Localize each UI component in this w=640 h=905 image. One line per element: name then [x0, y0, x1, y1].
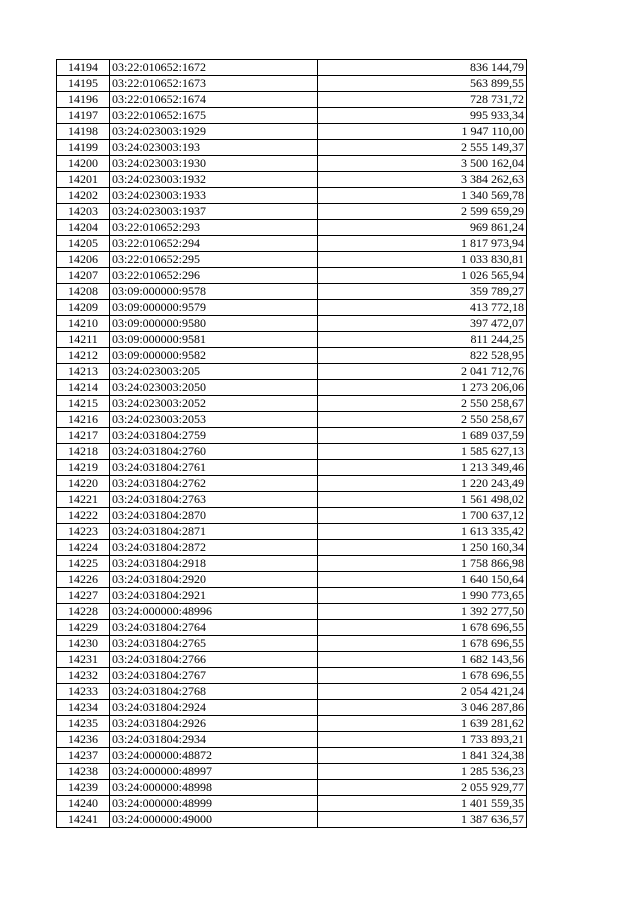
row-number-cell: 14241: [57, 812, 110, 828]
cadastral-number-cell: 03:09:000000:9579: [110, 300, 318, 316]
cadastral-number-cell: 03:09:000000:9582: [110, 348, 318, 364]
value-cell: 413 772,18: [318, 300, 527, 316]
cadastral-number-cell: 03:24:031804:2871: [110, 524, 318, 540]
row-number-cell: 14215: [57, 396, 110, 412]
cadastral-number-cell: 03:24:031804:2764: [110, 620, 318, 636]
value-cell: 1 401 559,35: [318, 796, 527, 812]
cadastral-number-cell: 03:24:023003:2052: [110, 396, 318, 412]
cadastral-number-cell: 03:24:031804:2934: [110, 732, 318, 748]
value-cell: 1 392 277,50: [318, 604, 527, 620]
table-row: [57, 284, 527, 300]
row-number-cell: 14202: [57, 188, 110, 204]
cadastral-number-cell: 03:22:010652:1672: [110, 60, 318, 76]
row-number-cell: 14224: [57, 540, 110, 556]
table-row: [57, 764, 527, 780]
cadastral-number-cell: 03:24:031804:2759: [110, 428, 318, 444]
cadastral-number-cell: 03:24:031804:2918: [110, 556, 318, 572]
table-row: [57, 204, 527, 220]
table-row: [57, 332, 527, 348]
cadastral-number-cell: 03:22:010652:1673: [110, 76, 318, 92]
value-cell: 1 285 536,23: [318, 764, 527, 780]
value-cell: 1 340 569,78: [318, 188, 527, 204]
row-number-cell: 14225: [57, 556, 110, 572]
table-row: [57, 476, 527, 492]
value-cell: 1 250 160,34: [318, 540, 527, 556]
cadastral-number-cell: 03:24:023003:1929: [110, 124, 318, 140]
value-cell: 1 213 349,46: [318, 460, 527, 476]
cadastral-number-cell: 03:24:031804:2921: [110, 588, 318, 604]
value-cell: 822 528,95: [318, 348, 527, 364]
cadastral-number-cell: 03:24:023003:193: [110, 140, 318, 156]
table-row: [57, 540, 527, 556]
value-cell: 3 384 262,63: [318, 172, 527, 188]
cadastral-number-cell: 03:24:031804:2920: [110, 572, 318, 588]
table-row: [57, 412, 527, 428]
value-cell: 2 555 149,37: [318, 140, 527, 156]
value-cell: 728 731,72: [318, 92, 527, 108]
value-cell: 1 990 773,65: [318, 588, 527, 604]
cadastral-number-cell: 03:24:023003:1933: [110, 188, 318, 204]
row-number-cell: 14236: [57, 732, 110, 748]
value-cell: 1 639 281,62: [318, 716, 527, 732]
table-row: [57, 732, 527, 748]
value-cell: 1 947 110,00: [318, 124, 527, 140]
table-row: [57, 76, 527, 92]
row-number-cell: 14212: [57, 348, 110, 364]
row-number-cell: 14210: [57, 316, 110, 332]
cadastral-number-cell: 03:24:000000:48872: [110, 748, 318, 764]
row-number-cell: 14232: [57, 668, 110, 684]
cadastral-number-cell: 03:24:031804:2924: [110, 700, 318, 716]
row-number-cell: 14198: [57, 124, 110, 140]
row-number-cell: 14220: [57, 476, 110, 492]
cadastral-number-cell: 03:24:031804:2926: [110, 716, 318, 732]
row-number-cell: 14235: [57, 716, 110, 732]
row-number-cell: 14227: [57, 588, 110, 604]
table-row: [57, 428, 527, 444]
table-row: [57, 124, 527, 140]
cadastral-number-cell: 03:22:010652:295: [110, 252, 318, 268]
cadastral-number-cell: 03:24:031804:2768: [110, 684, 318, 700]
table-row: [57, 252, 527, 268]
table-row: [57, 796, 527, 812]
value-cell: 836 144,79: [318, 60, 527, 76]
cadastral-number-cell: 03:24:031804:2765: [110, 636, 318, 652]
row-number-cell: 14201: [57, 172, 110, 188]
row-number-cell: 14237: [57, 748, 110, 764]
cadastral-number-cell: 03:24:000000:48997: [110, 764, 318, 780]
row-number-cell: 14204: [57, 220, 110, 236]
cadastral-number-cell: 03:24:000000:49000: [110, 812, 318, 828]
row-number-cell: 14208: [57, 284, 110, 300]
value-cell: 1 758 866,98: [318, 556, 527, 572]
table-row: [57, 556, 527, 572]
row-number-cell: 14211: [57, 332, 110, 348]
cadastral-number-cell: 03:24:031804:2872: [110, 540, 318, 556]
table-row: [57, 92, 527, 108]
cadastral-number-cell: 03:24:023003:1932: [110, 172, 318, 188]
value-cell: 397 472,07: [318, 316, 527, 332]
table-row: [57, 508, 527, 524]
row-number-cell: 14195: [57, 76, 110, 92]
cadastral-number-cell: 03:24:031804:2760: [110, 444, 318, 460]
cadastral-number-cell: 03:24:031804:2870: [110, 508, 318, 524]
table-row: [57, 444, 527, 460]
table-row: [57, 348, 527, 364]
row-number-cell: 14218: [57, 444, 110, 460]
value-cell: 2 041 712,76: [318, 364, 527, 380]
value-cell: 1 700 637,12: [318, 508, 527, 524]
cadastral-number-cell: 03:22:010652:296: [110, 268, 318, 284]
table-row: [57, 684, 527, 700]
value-cell: 1 026 565,94: [318, 268, 527, 284]
table-body: [57, 60, 527, 828]
cadastral-number-cell: 03:24:023003:205: [110, 364, 318, 380]
row-number-cell: 14223: [57, 524, 110, 540]
value-cell: 969 861,24: [318, 220, 527, 236]
table-row: [57, 748, 527, 764]
row-number-cell: 14234: [57, 700, 110, 716]
row-number-cell: 14226: [57, 572, 110, 588]
cadastral-number-cell: 03:24:031804:2761: [110, 460, 318, 476]
value-cell: 1 682 143,56: [318, 652, 527, 668]
cadastral-number-cell: 03:09:000000:9581: [110, 332, 318, 348]
row-number-cell: 14239: [57, 780, 110, 796]
cadastral-number-cell: 03:22:010652:1674: [110, 92, 318, 108]
table-row: [57, 620, 527, 636]
cadastral-value-table: [56, 59, 527, 828]
table-row: [57, 172, 527, 188]
row-number-cell: 14231: [57, 652, 110, 668]
row-number-cell: 14229: [57, 620, 110, 636]
table-row: [57, 716, 527, 732]
row-number-cell: 14194: [57, 60, 110, 76]
value-cell: 1 817 973,94: [318, 236, 527, 252]
row-number-cell: 14213: [57, 364, 110, 380]
cadastral-number-cell: 03:09:000000:9578: [110, 284, 318, 300]
value-cell: 3 500 162,04: [318, 156, 527, 172]
value-cell: 1 220 243,49: [318, 476, 527, 492]
cadastral-number-cell: 03:22:010652:293: [110, 220, 318, 236]
row-number-cell: 14200: [57, 156, 110, 172]
table-row: [57, 604, 527, 620]
table-row: [57, 300, 527, 316]
value-cell: 1 387 636,57: [318, 812, 527, 828]
table-row: [57, 316, 527, 332]
table-row: [57, 700, 527, 716]
row-number-cell: 14230: [57, 636, 110, 652]
table-row: [57, 524, 527, 540]
table-row: [57, 236, 527, 252]
table-row: [57, 156, 527, 172]
table-row: [57, 780, 527, 796]
row-number-cell: 14207: [57, 268, 110, 284]
row-number-cell: 14214: [57, 380, 110, 396]
value-cell: 1 273 206,06: [318, 380, 527, 396]
value-cell: 2 055 929,77: [318, 780, 527, 796]
row-number-cell: 14240: [57, 796, 110, 812]
value-cell: 1 585 627,13: [318, 444, 527, 460]
table-row: [57, 652, 527, 668]
table-row: [57, 60, 527, 76]
table-row: [57, 668, 527, 684]
row-number-cell: 14228: [57, 604, 110, 620]
cadastral-number-cell: 03:24:023003:2053: [110, 412, 318, 428]
cadastral-number-cell: 03:24:031804:2763: [110, 492, 318, 508]
row-number-cell: 14233: [57, 684, 110, 700]
table-row: [57, 220, 527, 236]
value-cell: 2 054 421,24: [318, 684, 527, 700]
table-row: [57, 268, 527, 284]
row-number-cell: 14196: [57, 92, 110, 108]
cadastral-number-cell: 03:24:023003:2050: [110, 380, 318, 396]
cadastral-number-cell: 03:24:023003:1930: [110, 156, 318, 172]
table-row: [57, 188, 527, 204]
value-cell: 1 613 335,42: [318, 524, 527, 540]
table-row: [57, 812, 527, 828]
value-cell: 1 841 324,38: [318, 748, 527, 764]
table-row: [57, 396, 527, 412]
row-number-cell: 14238: [57, 764, 110, 780]
table-row: [57, 588, 527, 604]
table-row: [57, 108, 527, 124]
value-cell: 1 640 150,64: [318, 572, 527, 588]
cadastral-number-cell: 03:24:031804:2766: [110, 652, 318, 668]
value-cell: 1 733 893,21: [318, 732, 527, 748]
cadastral-number-cell: 03:24:000000:48996: [110, 604, 318, 620]
value-cell: 1 678 696,55: [318, 668, 527, 684]
table-row: [57, 380, 527, 396]
cadastral-number-cell: 03:09:000000:9580: [110, 316, 318, 332]
value-cell: 1 678 696,55: [318, 620, 527, 636]
row-number-cell: 14209: [57, 300, 110, 316]
value-cell: 2 550 258,67: [318, 412, 527, 428]
value-cell: 563 899,55: [318, 76, 527, 92]
row-number-cell: 14206: [57, 252, 110, 268]
row-number-cell: 14216: [57, 412, 110, 428]
table-row: [57, 572, 527, 588]
row-number-cell: 14203: [57, 204, 110, 220]
value-cell: 1 033 830,81: [318, 252, 527, 268]
cadastral-number-cell: 03:24:031804:2762: [110, 476, 318, 492]
value-cell: 1 678 696,55: [318, 636, 527, 652]
row-number-cell: 14219: [57, 460, 110, 476]
table-row: [57, 460, 527, 476]
row-number-cell: 14222: [57, 508, 110, 524]
table-row: [57, 636, 527, 652]
cadastral-number-cell: 03:24:023003:1937: [110, 204, 318, 220]
row-number-cell: 14205: [57, 236, 110, 252]
row-number-cell: 14199: [57, 140, 110, 156]
cadastral-number-cell: 03:24:031804:2767: [110, 668, 318, 684]
table-row: [57, 492, 527, 508]
value-cell: 1 689 037,59: [318, 428, 527, 444]
value-cell: 811 244,25: [318, 332, 527, 348]
row-number-cell: 14217: [57, 428, 110, 444]
value-cell: 995 933,34: [318, 108, 527, 124]
value-cell: 3 046 287,86: [318, 700, 527, 716]
row-number-cell: 14221: [57, 492, 110, 508]
value-cell: 2 599 659,29: [318, 204, 527, 220]
table-row: [57, 140, 527, 156]
cadastral-number-cell: 03:24:000000:48999: [110, 796, 318, 812]
value-cell: 2 550 258,67: [318, 396, 527, 412]
value-cell: 1 561 498,02: [318, 492, 527, 508]
cadastral-number-cell: 03:22:010652:1675: [110, 108, 318, 124]
row-number-cell: 14197: [57, 108, 110, 124]
value-cell: 359 789,27: [318, 284, 527, 300]
cadastral-number-cell: 03:22:010652:294: [110, 236, 318, 252]
cadastral-number-cell: 03:24:000000:48998: [110, 780, 318, 796]
table-row: [57, 364, 527, 380]
